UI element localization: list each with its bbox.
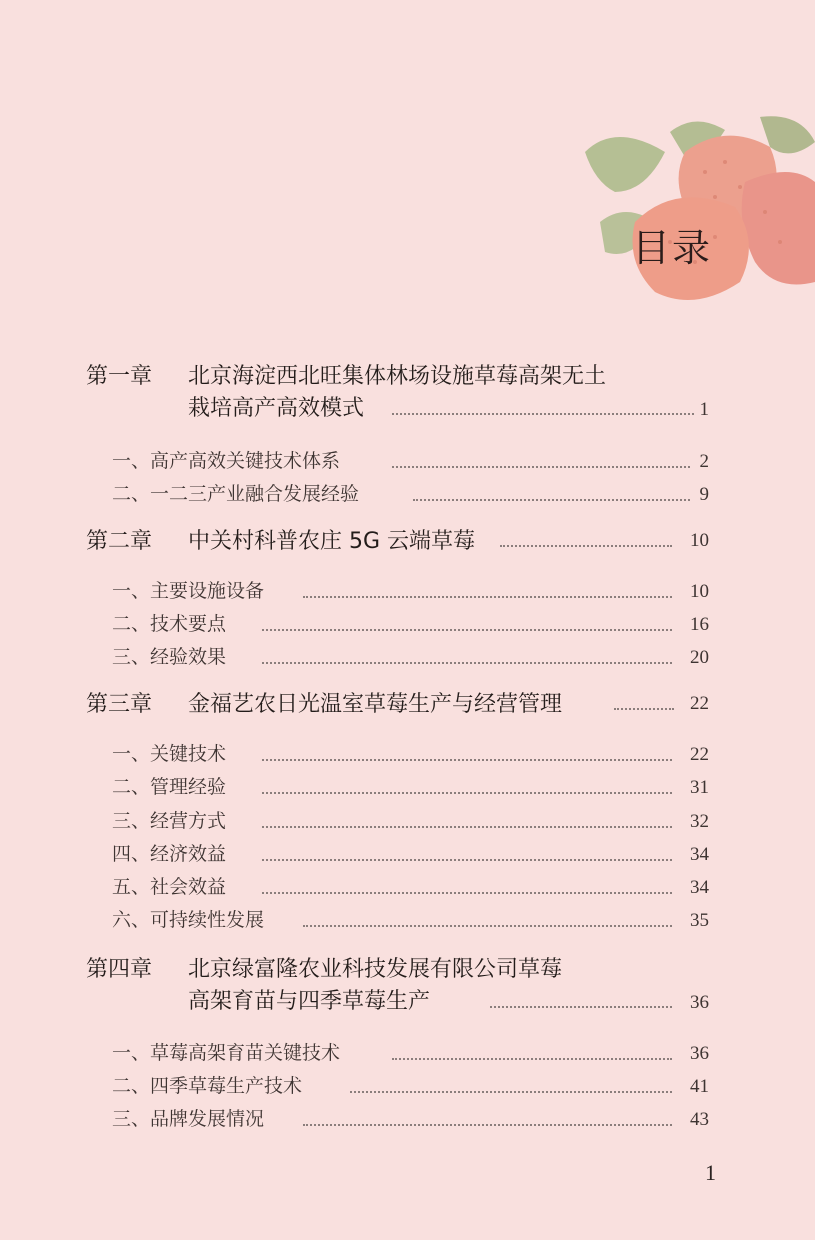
strawberry-illustration	[575, 112, 815, 312]
page-ref: 10	[690, 581, 709, 602]
page-ref: 20	[690, 647, 709, 668]
chapter-title-continued: 高架育苗与四季草莓生产	[188, 989, 431, 1014]
leader-dots	[392, 1058, 672, 1060]
section-title: 三、经验效果	[112, 646, 227, 668]
section-title: 五、社会效益	[112, 876, 227, 898]
leader-dots	[392, 413, 694, 415]
chapter-title-continued: 栽培高产高效模式	[188, 396, 365, 421]
page-ref: 34	[690, 877, 709, 898]
section-title: 三、品牌发展情况	[112, 1108, 265, 1130]
leader-dots	[614, 708, 674, 710]
chapter-label: 第四章	[86, 957, 153, 982]
section-title: 一、草莓高架育苗关键技术	[112, 1042, 341, 1064]
leader-dots	[303, 925, 672, 927]
section-title: 二、管理经验	[112, 776, 227, 798]
leader-dots	[262, 662, 672, 664]
page-ref: 22	[690, 693, 709, 714]
page-ref: 35	[690, 910, 709, 931]
chapter-title: 北京绿富隆农业科技发展有限公司草莓	[188, 957, 563, 982]
toc-title: 目录	[632, 226, 713, 270]
chapter-title: 金福艺农日光温室草莓生产与经营管理	[188, 692, 563, 717]
chapter-title: 中关村科普农庄 5G 云端草莓	[188, 529, 476, 554]
leader-dots	[303, 1124, 672, 1126]
leader-dots	[500, 545, 672, 547]
page-ref: 9	[699, 484, 709, 505]
page-ref: 2	[699, 451, 709, 472]
section-title: 一、高产高效关键技术体系	[112, 450, 341, 472]
leader-dots	[350, 1091, 672, 1093]
section-title: 一、关键技术	[112, 743, 227, 765]
leader-dots	[392, 466, 690, 468]
chapter-label: 第二章	[86, 529, 153, 554]
page-ref: 32	[690, 811, 709, 832]
page-ref: 36	[690, 992, 709, 1013]
leader-dots	[262, 826, 672, 828]
section-title: 二、一二三产业融合发展经验	[112, 483, 360, 505]
page-ref: 31	[690, 777, 709, 798]
section-title: 六、可持续性发展	[112, 909, 265, 931]
leader-dots	[262, 892, 672, 894]
leader-dots	[262, 859, 672, 861]
chapter-label: 第三章	[86, 692, 153, 717]
page-ref: 16	[690, 614, 709, 635]
chapter-title: 北京海淀西北旺集体林场设施草莓高架无土	[188, 364, 607, 389]
page-number: 1	[705, 1160, 716, 1185]
leader-dots	[262, 629, 672, 631]
page-ref: 34	[690, 844, 709, 865]
section-title: 一、主要设施设备	[112, 580, 265, 602]
page-ref: 1	[699, 399, 709, 420]
leader-dots	[303, 596, 672, 598]
page-ref: 22	[690, 744, 709, 765]
leader-dots	[413, 499, 690, 501]
leader-dots	[262, 759, 672, 761]
page-ref: 41	[690, 1076, 709, 1097]
section-title: 四、经济效益	[112, 843, 227, 865]
section-title: 三、经营方式	[112, 810, 227, 832]
page-ref: 36	[690, 1043, 709, 1064]
leader-dots	[490, 1006, 672, 1008]
leader-dots	[262, 792, 672, 794]
chapter-label: 第一章	[86, 364, 153, 389]
section-title: 二、四季草莓生产技术	[112, 1075, 303, 1097]
page-ref: 43	[690, 1109, 709, 1130]
page-ref: 10	[690, 530, 709, 551]
section-title: 二、技术要点	[112, 613, 227, 635]
